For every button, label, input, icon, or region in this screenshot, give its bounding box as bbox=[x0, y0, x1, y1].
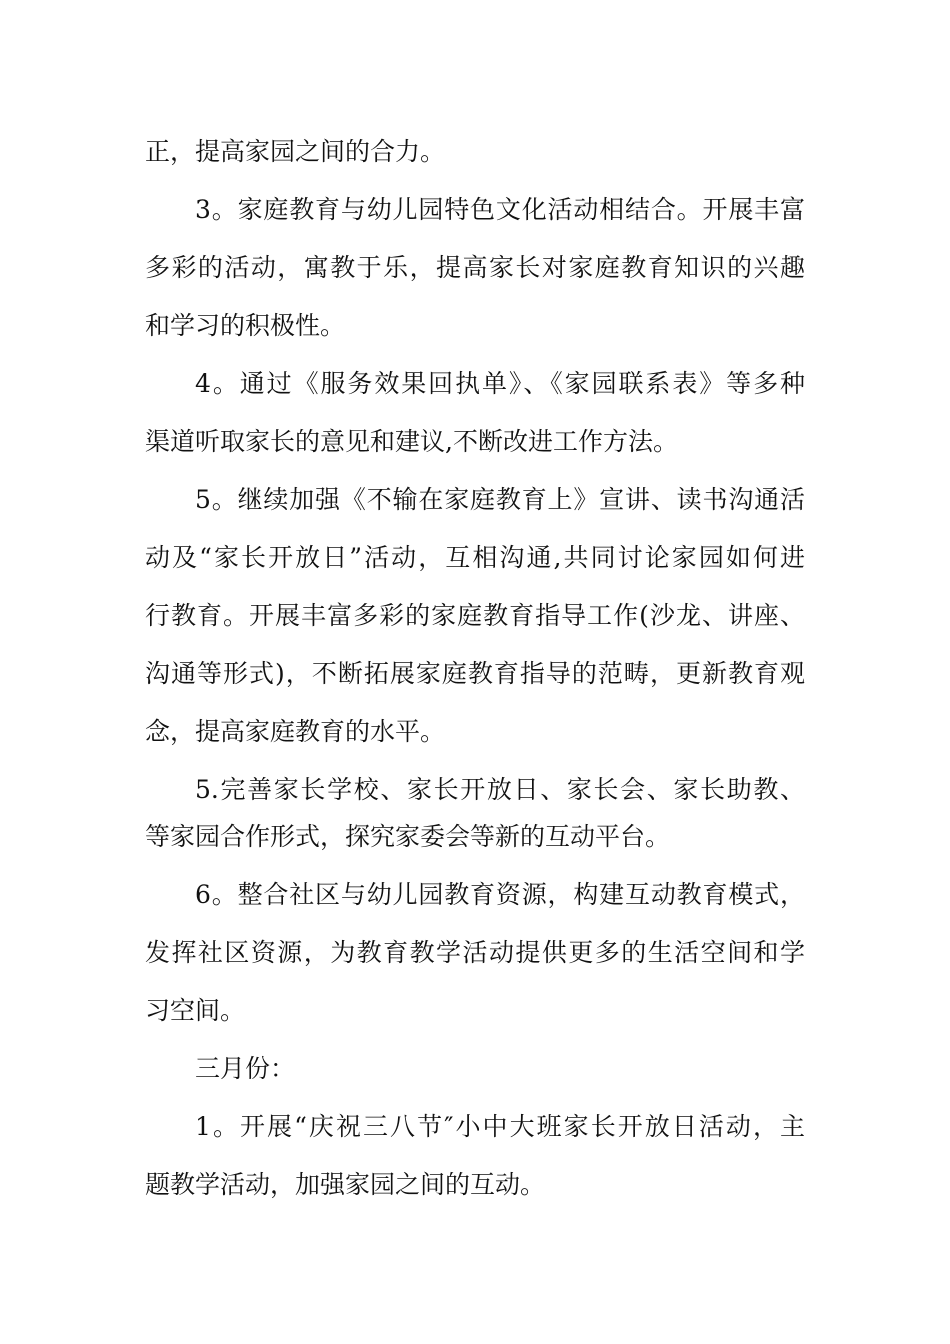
text-line bbox=[0, 529, 950, 587]
text-line bbox=[0, 703, 950, 761]
paragraph-3-last-line: 和学习的积极性。 bbox=[145, 311, 346, 340]
paragraph-4-first-line: 4。通过《服务效果回执单》、《家园联系表》等多种 bbox=[195, 369, 805, 398]
paragraph-6-line: 发挥社区资源，为教育教学活动提供更多的生活空间和学 bbox=[145, 938, 805, 967]
text-line bbox=[0, 297, 950, 355]
section-heading-march: 三月份： bbox=[195, 1054, 296, 1083]
paragraph-5-line: 沟通等形式)，不断拓展家庭教育指导的范畴，更新教育观 bbox=[145, 659, 805, 688]
text-line bbox=[0, 808, 950, 866]
text-line bbox=[0, 413, 950, 471]
text-line bbox=[0, 239, 950, 297]
text-line bbox=[0, 866, 950, 924]
paragraph-3-line: 多彩的活动，寓教于乐，提高家长对家庭教育知识的兴趣 bbox=[145, 253, 805, 282]
march-item-1-first-line: 1。开展“庆祝三八节″小中大班家长开放日活动，主 bbox=[195, 1112, 805, 1141]
text-line bbox=[0, 1098, 950, 1156]
text-line bbox=[0, 645, 950, 703]
text-line bbox=[0, 181, 950, 239]
text-line bbox=[0, 587, 950, 645]
paragraph-5b-last-line: 等家园合作形式，探究家委会等新的互动平台。 bbox=[145, 822, 671, 851]
paragraph-6-last-line: 习空间。 bbox=[145, 996, 246, 1025]
text-line bbox=[0, 1040, 950, 1098]
text-line bbox=[0, 1156, 950, 1214]
paragraph-6-first-line: 6。整合社区与幼儿园教育资源，构建互动教育模式， bbox=[195, 880, 805, 909]
paragraph-4-last-line: 渠道听取家长的意见和建议,不断改进工作方法。 bbox=[145, 427, 678, 456]
paragraph-5-line: 动及“家长开放日”活动，互相沟通,共同讨论家园如何进 bbox=[145, 543, 805, 572]
text-line bbox=[0, 471, 950, 529]
paragraph-5b-first-line: 5.完善家长学校、家长开放日、家长会、家长助教、 bbox=[195, 775, 805, 804]
paragraph-5-line: 行教育。开展丰富多彩的家庭教育指导工作(沙龙、讲座、 bbox=[145, 601, 805, 630]
text-line bbox=[0, 355, 950, 413]
march-item-1-last-line: 题教学活动，加强家园之间的互动。 bbox=[145, 1170, 546, 1199]
paragraph-3-first-line: 3。家庭教育与幼儿园特色文化活动相结合。开展丰富 bbox=[195, 195, 805, 224]
paragraph-5-first-line: 5。继续加强《不输在家庭教育上》宣讲、读书沟通活 bbox=[195, 485, 805, 514]
text-line bbox=[0, 982, 950, 1040]
text-line bbox=[0, 924, 950, 982]
paragraph-continuation: 正，提高家园之间的合力。 bbox=[145, 137, 446, 166]
paragraph-5-last-line: 念，提高家庭教育的水平。 bbox=[145, 717, 446, 746]
text-line bbox=[0, 123, 950, 181]
